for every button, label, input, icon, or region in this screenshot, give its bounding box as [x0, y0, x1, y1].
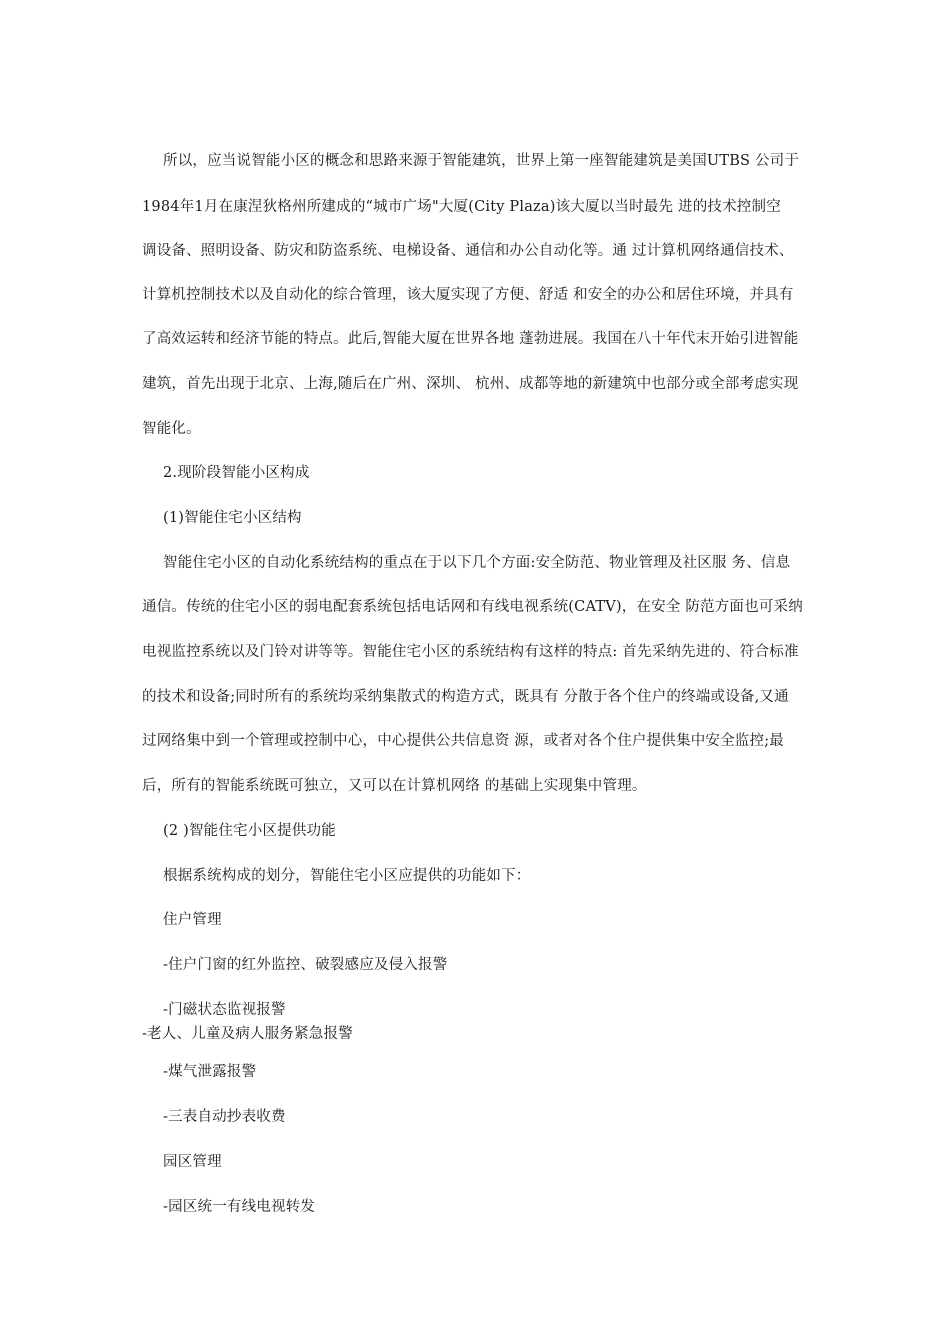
paragraph-line: 计算机控制技术以及自动化的综合管理，该大厦实现了方便、舒适 和安全的办公和居住环境，并具有 — [142, 287, 794, 303]
list-item: -三表自动抄表收费 — [163, 1109, 286, 1125]
list-heading: 住户管理 — [163, 912, 222, 928]
paragraph-line: 调设备、照明设备、防灾和防盗系统、电梯设备、通信和办公自动化等。通 过计算机网络通信技术、 — [142, 243, 794, 259]
paragraph-line: 后，所有的智能系统既可独立，又可以在计算机网络 的基础上实现集中管理。 — [142, 778, 647, 794]
subsection-heading: (2 )智能住宅小区提供功能 — [163, 823, 336, 839]
list-item: -老人、儿童及病人服务紧急报警 — [142, 1026, 353, 1042]
list-item: -门磁状态监视报警 — [163, 1002, 286, 1018]
paragraph-line: 智能住宅小区的自动化系统结构的重点在于以下几个方面:安全防范、物业管理及社区服 务、信息 — [163, 555, 791, 571]
paragraph-line: 电视监控系统以及门铃对讲等等。智能住宅小区的系统结构有这样的特点: 首先采纳先进的、符合标准 — [142, 644, 799, 660]
section-heading: 2.现阶段智能小区构成 — [163, 465, 310, 481]
paragraph-line: 了高效运转和经济节能的特点。此后,智能大厦在世界各地 蓬勃进展。我国在八十年代末开始引进智能 — [142, 331, 799, 347]
paragraph-line: 智能化。 — [142, 421, 201, 437]
paragraph-line: 过网络集中到一个管理或控制中心，中心提供公共信息资 源，或者对各个住户提供集中安全监控;最 — [142, 733, 784, 749]
paragraph-line: 1984年1月在康涅狄格州所建成的“城市广场"大厦(City Plaza)该大厦以当时最先 进的技术控制空 — [142, 199, 781, 215]
paragraph-line: 根据系统构成的划分，智能住宅小区应提供的功能如下： — [163, 868, 531, 884]
list-item: -园区统一有线电视转发 — [163, 1199, 316, 1215]
subsection-heading: (1)智能住宅小区结构 — [163, 510, 302, 526]
paragraph-line: 通信。传统的住宅小区的弱电配套系统包括电话网和有线电视系统(CATV)，在安全 防范方面也可采纳 — [142, 599, 803, 615]
paragraph-line: 建筑，首先出现于北京、上海,随后在广州、深圳、 杭州、成都等地的新建筑中也部分或全部考虑实现 — [142, 376, 799, 392]
paragraph-line: 的技术和设备;同时所有的系统均采纳集散式的构造方式，既具有 分散于各个住户的终端或设备,又通 — [142, 689, 789, 705]
paragraph-line: 所以，应当说智能小区的概念和思路来源于智能建筑，世界上第一座智能建筑是美国UTBS 公司于 — [163, 153, 800, 169]
list-item: -住户门窗的红外监控、破裂感应及侵入报警 — [163, 957, 448, 973]
list-item: -煤气泄露报警 — [163, 1064, 257, 1080]
list-heading: 园区管理 — [163, 1154, 222, 1170]
